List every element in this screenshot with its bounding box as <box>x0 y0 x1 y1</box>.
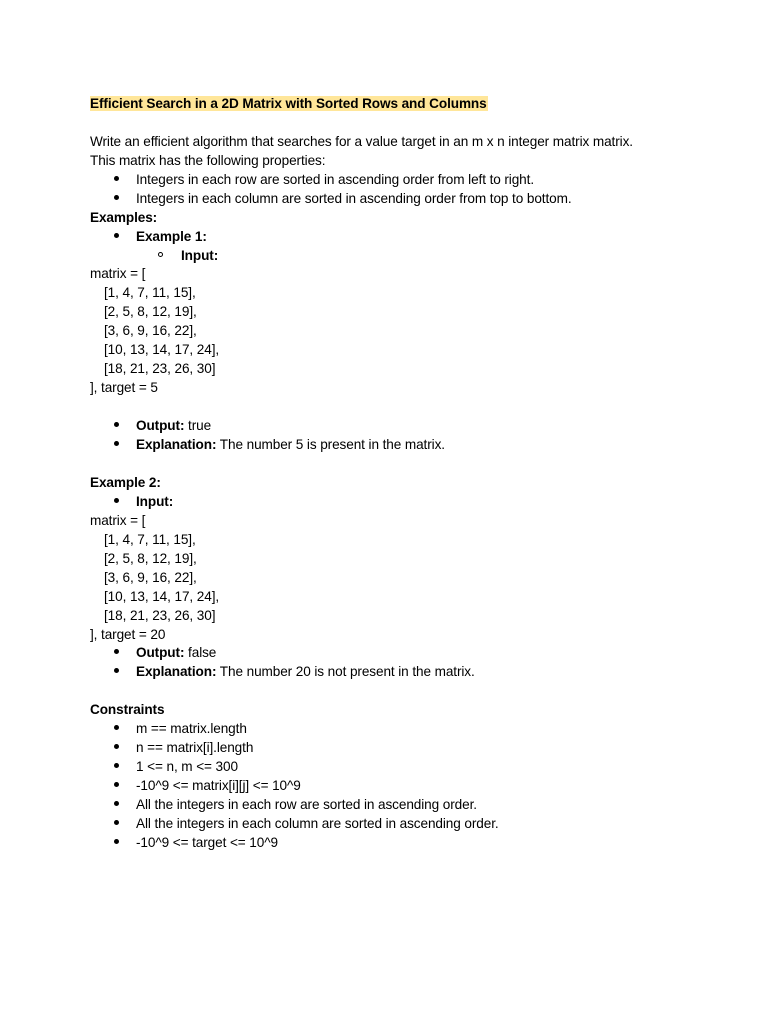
explanation-value: The number 20 is not present in the matrix. <box>216 664 475 679</box>
examples-heading: Examples: <box>90 210 158 225</box>
bullet-icon <box>114 820 119 825</box>
example1-heading: Example 1: <box>136 229 207 244</box>
property-item: Integers in each column are sorted in ascending order from top to bottom. <box>136 191 572 206</box>
constraint-item: All the integers in each column are sorted in ascending order. <box>136 816 499 831</box>
bullet-icon <box>114 839 119 844</box>
hollow-bullet-icon <box>158 252 163 257</box>
example1-matrix-close: ], target = 5 <box>90 380 158 395</box>
constraint-item: n == matrix[i].length <box>136 740 254 755</box>
bullet-icon <box>114 763 119 768</box>
bullet-icon <box>114 782 119 787</box>
example2-input-label: Input: <box>136 494 174 509</box>
bullet-icon <box>114 744 119 749</box>
example2-heading: Example 2: <box>90 475 161 490</box>
example1-explanation <box>136 435 445 454</box>
bullet-icon <box>114 668 119 673</box>
bullet-icon <box>114 233 119 238</box>
example1-matrix-row: [3, 6, 9, 16, 22], <box>104 323 197 338</box>
example1-matrix-row: [10, 13, 14, 17, 24], <box>104 342 220 357</box>
constraint-item: -10^9 <= matrix[i][j] <= 10^9 <box>136 778 301 793</box>
bullet-icon <box>114 441 119 446</box>
explanation-label: Explanation: <box>136 664 217 679</box>
bullet-icon <box>114 649 119 654</box>
example2-matrix-row: [1, 4, 7, 11, 15], <box>104 532 196 547</box>
bullet-icon <box>114 176 119 181</box>
bullet-icon <box>114 498 119 503</box>
constraint-item: All the integers in each row are sorted in ascending order. <box>136 797 477 812</box>
example2-matrix-row: [18, 21, 23, 26, 30] <box>104 608 216 623</box>
bullet-icon <box>114 725 119 730</box>
output-label: Output: <box>136 645 185 660</box>
example1-input-label: Input: <box>181 248 219 263</box>
intro-line-1: Write an efficient algorithm that searches for a value target in an m x n integer matrix matrix. <box>90 134 633 149</box>
example1-matrix-open: matrix = [ <box>90 266 146 281</box>
example1-matrix-row: [1, 4, 7, 11, 15], <box>104 285 196 300</box>
example1-matrix-row: [18, 21, 23, 26, 30] <box>104 361 216 376</box>
bullet-icon <box>114 801 119 806</box>
document-title <box>90 94 488 113</box>
example1-matrix-row: [2, 5, 8, 12, 19], <box>104 304 197 319</box>
example1-output <box>136 416 211 435</box>
example2-matrix-row: [10, 13, 14, 17, 24], <box>104 589 220 604</box>
example2-matrix-close: ], target = 20 <box>90 627 166 642</box>
explanation-label: Explanation: <box>136 437 217 452</box>
constraints-heading: Constraints <box>90 702 165 717</box>
output-value: true <box>184 418 212 433</box>
output-value: false <box>184 645 217 660</box>
title-highlight: Efficient Search in a 2D Matrix with Sorted Rows and Columns <box>90 96 487 111</box>
constraint-item: 1 <= n, m <= 300 <box>136 759 238 774</box>
example2-matrix-row: [3, 6, 9, 16, 22], <box>104 570 197 585</box>
output-label: Output: <box>136 418 185 433</box>
bullet-icon <box>114 422 119 427</box>
example2-output <box>136 643 216 662</box>
example2-matrix-row: [2, 5, 8, 12, 19], <box>104 551 197 566</box>
intro-line-2: This matrix has the following properties: <box>90 153 326 168</box>
bullet-icon <box>114 195 119 200</box>
property-item: Integers in each row are sorted in ascending order from left to right. <box>136 172 534 187</box>
explanation-value: The number 5 is present in the matrix. <box>216 437 445 452</box>
example2-matrix-open: matrix = [ <box>90 513 146 528</box>
constraint-item: -10^9 <= target <= 10^9 <box>136 835 278 850</box>
example2-explanation <box>136 662 475 681</box>
constraint-item: m == matrix.length <box>136 721 247 736</box>
